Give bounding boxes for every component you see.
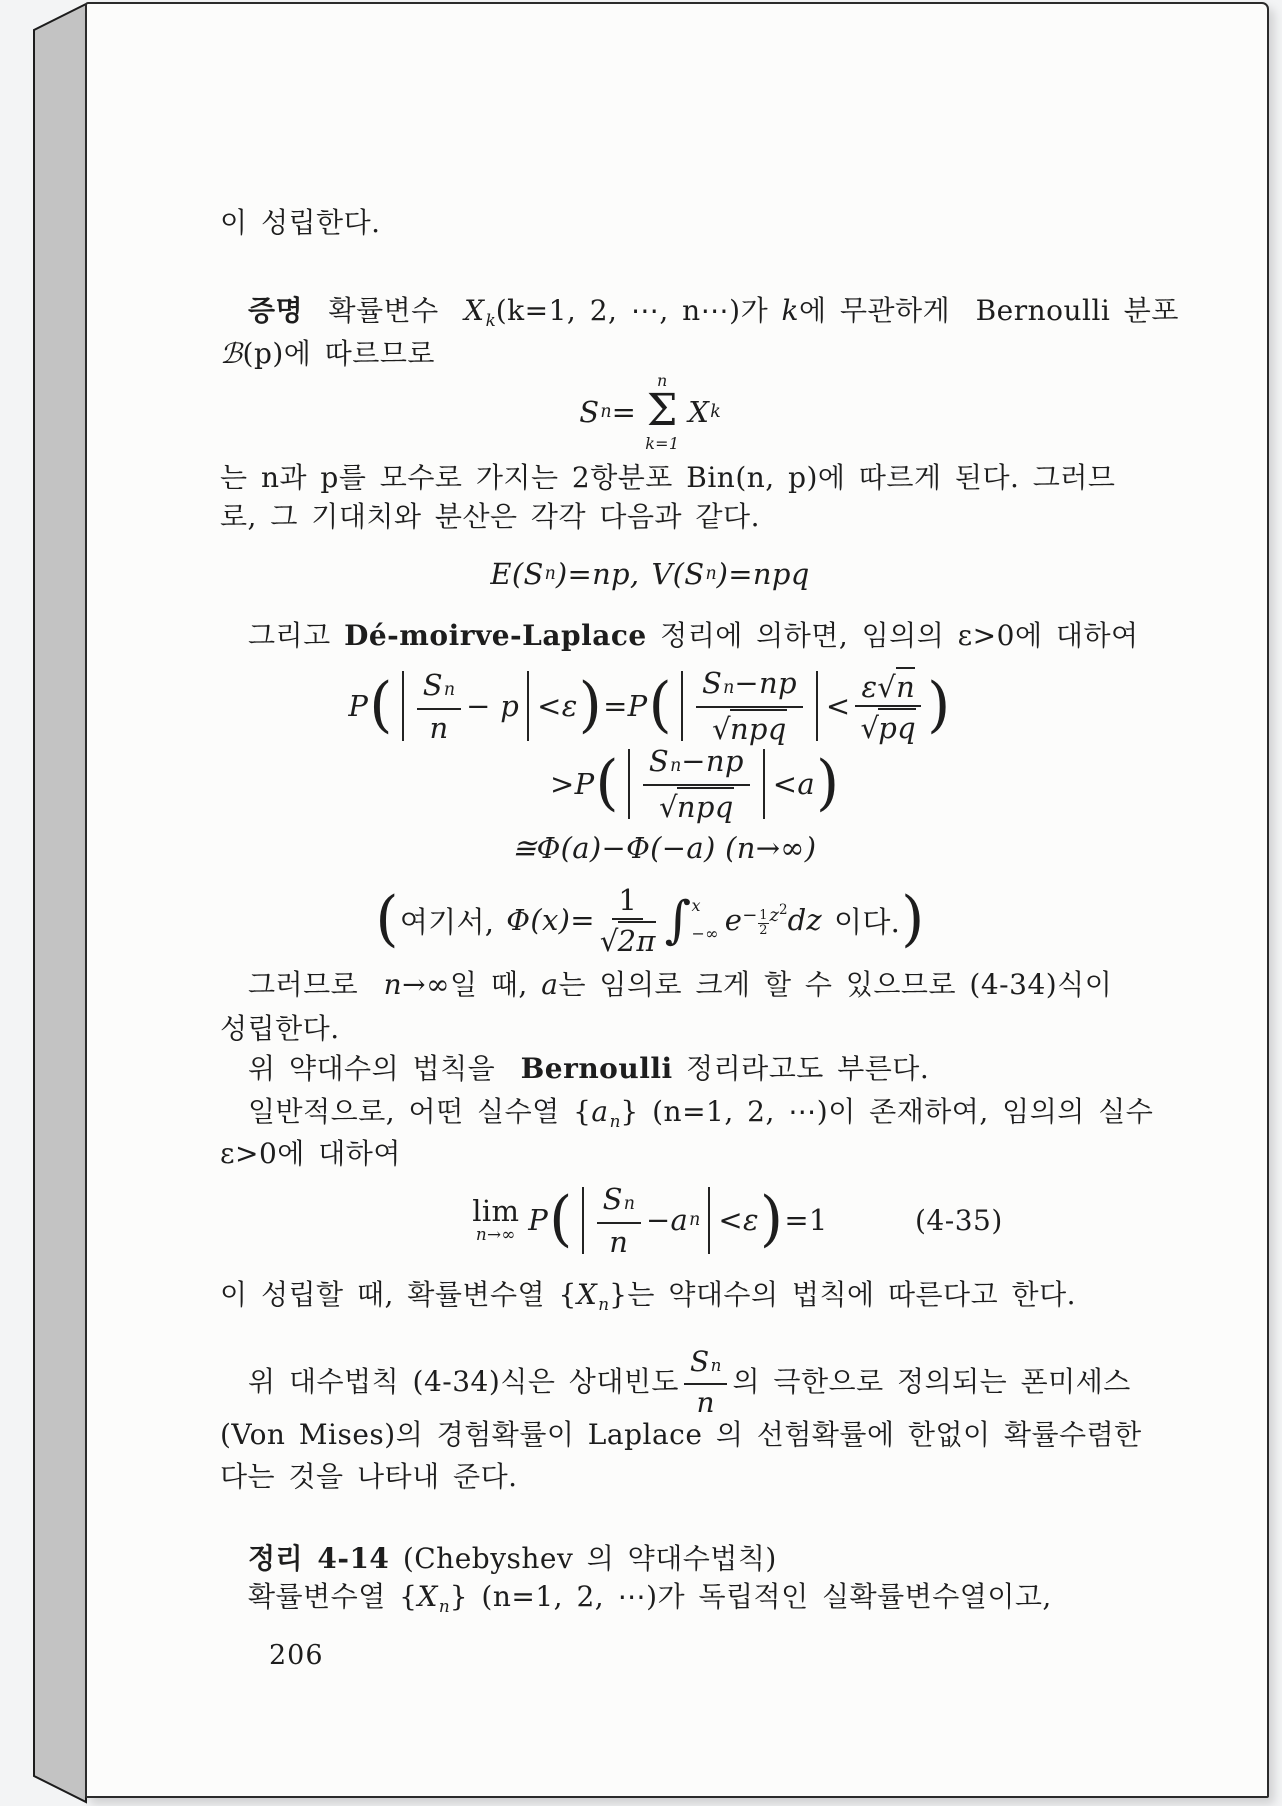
math-sub: n bbox=[544, 564, 556, 584]
fraction bbox=[597, 1182, 641, 1259]
text-run: 는 n과 p를 모수로 가지는 2항분포 Bin(n, p)에 따르게 된다. 그러므 bbox=[220, 461, 1116, 494]
radicand: npq bbox=[677, 787, 734, 824]
paragraph-vonmises-line3 bbox=[220, 1458, 518, 1496]
abs-bar bbox=[582, 1187, 584, 1254]
math-sub: n bbox=[598, 1293, 610, 1314]
text-run: 성립한다. bbox=[220, 1012, 340, 1045]
paragraph-vonmises-line2 bbox=[220, 1416, 1142, 1454]
frac-numerator: 1 bbox=[612, 883, 643, 920]
abs-bar bbox=[763, 749, 765, 819]
math-sub: n bbox=[710, 1354, 722, 1375]
paragraph-holds bbox=[220, 204, 381, 242]
math-sub: n bbox=[443, 679, 456, 700]
sum-upper-limit: n bbox=[656, 370, 668, 390]
frac-denominator: 2 bbox=[759, 923, 768, 939]
text-run: 확률변수열 { bbox=[248, 1580, 418, 1613]
theorem-4-14-body bbox=[248, 1578, 1052, 1625]
equation-demoivre-line1 bbox=[220, 666, 1080, 746]
less-than-sign: < bbox=[825, 689, 851, 723]
equation-tag: (4-35) bbox=[915, 1203, 1003, 1237]
math-run: −a bbox=[645, 1203, 689, 1237]
equals-sign: = bbox=[611, 395, 637, 429]
math-var: P bbox=[348, 689, 369, 723]
equation-mean-variance bbox=[220, 552, 1080, 596]
math-var: a bbox=[591, 1095, 609, 1128]
math-row: P ( S n n − p <ε ) =P ( S n −np √ npq < ε√ n √ pq ) bbox=[348, 666, 951, 746]
page-stack-edge bbox=[34, 4, 86, 1802]
math-row bbox=[579, 372, 721, 453]
math-sub: n bbox=[670, 756, 682, 776]
math-sup: 2 bbox=[778, 902, 788, 919]
math-sub: n bbox=[623, 1193, 635, 1214]
proof-paragraph-line2 bbox=[220, 335, 435, 373]
abs-bar bbox=[402, 671, 404, 741]
math-sub: n bbox=[609, 1110, 621, 1131]
frac-numerator: S bbox=[422, 667, 443, 702]
text-run: 정리라고도 부른다. bbox=[686, 1052, 930, 1085]
radicand: npq bbox=[730, 709, 787, 746]
integral-symbol: ∫ bbox=[664, 889, 692, 949]
fraction bbox=[600, 883, 656, 958]
text-run: (Von Mises)의 경험확률이 Laplace 의 선험확률에 한없이 확률수렴한 bbox=[220, 1418, 1142, 1451]
radicand: pq bbox=[878, 708, 916, 745]
sum-lower-limit: k=1 bbox=[645, 433, 680, 453]
abs-bar bbox=[527, 671, 529, 741]
equation-demoivre-line3 bbox=[220, 826, 1282, 870]
tiny-fraction bbox=[758, 909, 768, 937]
frac-numerator: S bbox=[602, 1181, 623, 1216]
theorem-subtitle: (Chebyshev 의 약대수법칙) bbox=[402, 1542, 777, 1575]
abs-bar bbox=[816, 671, 818, 741]
math-run: dz bbox=[787, 903, 823, 937]
math-sub: n bbox=[600, 402, 612, 422]
frac-numerator: S bbox=[702, 666, 723, 700]
integral-upper-limit: x bbox=[691, 895, 701, 915]
exponent bbox=[742, 902, 787, 937]
radicand: n bbox=[896, 667, 915, 704]
radicand: 2π bbox=[618, 921, 656, 958]
paragraph-therefore-line2 bbox=[220, 1010, 340, 1048]
proof-label: 증명 bbox=[248, 294, 304, 327]
text-run: Bernoulli 분포 bbox=[975, 294, 1179, 327]
text-run: 로, 그 기대치와 분산은 각각 다음과 같다. bbox=[220, 500, 760, 533]
math-run: − p bbox=[466, 689, 520, 723]
frac-denominator: n bbox=[609, 1224, 629, 1259]
fraction bbox=[643, 744, 750, 824]
radical: √ bbox=[712, 712, 731, 746]
math-var: S bbox=[579, 395, 600, 429]
abs-bar bbox=[628, 749, 630, 819]
text-run: } (n=1, 2, ⋯)가 독립적인 실확률변수열이고, bbox=[449, 1580, 1052, 1613]
math-sub: k bbox=[710, 402, 721, 422]
equation-demoivre-line2 bbox=[220, 744, 1282, 824]
math-row: >P ( S n −np √ npq <a ) bbox=[550, 744, 840, 824]
frac-numerator: 1 bbox=[759, 908, 768, 924]
paragraph-general-line2 bbox=[220, 1135, 401, 1173]
lim-subscript: n→∞ bbox=[475, 1224, 516, 1245]
math-row bbox=[490, 557, 809, 591]
math-var: a bbox=[541, 968, 559, 1001]
math-run: =P bbox=[603, 689, 648, 723]
frac-numerator: S bbox=[648, 744, 670, 778]
math-run: Φ(x)= bbox=[506, 903, 595, 937]
math-run: >P bbox=[550, 767, 595, 801]
text-run: 의 극한으로 정의되는 폰미세스 bbox=[732, 1365, 1131, 1398]
text-run: 다는 것을 나타내 준다. bbox=[220, 1460, 518, 1493]
math-run: ≅Φ(a)−Φ(−a) (n→∞) bbox=[512, 831, 817, 865]
text-run: (k=1, 2, ⋯, n⋯)가 bbox=[495, 294, 769, 327]
lim-word: lim bbox=[472, 1193, 520, 1228]
abs-bar bbox=[681, 671, 683, 741]
radical: √ bbox=[659, 790, 678, 824]
integral-lower-limit: −∞ bbox=[691, 924, 719, 943]
math-sub: n bbox=[438, 1595, 450, 1616]
math-run: <ε bbox=[537, 689, 578, 723]
book-page bbox=[85, 2, 1269, 1798]
page-number: 206 bbox=[269, 1640, 324, 1671]
math-var: e bbox=[724, 903, 743, 937]
fraction bbox=[417, 668, 461, 745]
math-run: <ε bbox=[718, 1203, 759, 1237]
fraction bbox=[684, 1345, 728, 1420]
proof-paragraph-line1 bbox=[248, 292, 1179, 339]
paragraph-vonmises-line1 bbox=[248, 1344, 1131, 1419]
text-run: 정리에 의하면, 임의의 ε>0에 대하여 bbox=[660, 619, 1139, 652]
equation-phi-note bbox=[220, 884, 1080, 956]
frac-numerator: S bbox=[689, 1344, 710, 1378]
math-var: P bbox=[528, 1203, 549, 1237]
text-run: 위 약대수의 법칙을 bbox=[248, 1052, 496, 1085]
math-var: X bbox=[688, 395, 710, 429]
frac-denominator: n bbox=[696, 1385, 715, 1419]
math-run: =1 bbox=[784, 1203, 828, 1237]
equation-sn-sum bbox=[220, 370, 1080, 453]
math-run: <a bbox=[772, 767, 815, 801]
minus-sign: − bbox=[742, 905, 758, 927]
paragraph-demoivre-intro bbox=[248, 617, 1139, 655]
text-run: } (n=1, 2, ⋯)이 존재하여, 임의의 실수 bbox=[620, 1095, 1154, 1128]
math-var: X bbox=[417, 1580, 438, 1613]
text-run: 에 무관하게 bbox=[799, 294, 951, 327]
math-run: V(S bbox=[651, 557, 705, 591]
math-run: )=npq bbox=[716, 557, 810, 591]
theorem-4-14-title bbox=[248, 1540, 777, 1578]
math-run: E(S bbox=[490, 557, 544, 591]
paragraph-binomial-line2 bbox=[220, 498, 760, 536]
text-run: 이다. bbox=[834, 904, 901, 939]
math-sub: n bbox=[689, 1210, 701, 1230]
limit-operator bbox=[472, 1193, 520, 1245]
fraction bbox=[855, 667, 921, 745]
text-run: 일 때, bbox=[449, 968, 528, 1001]
math-run: −np bbox=[681, 744, 744, 778]
math-sub: n bbox=[705, 564, 717, 584]
text-run: 이 성립할 때, 확률변수열 { bbox=[220, 1278, 577, 1311]
sigma-symbol: Σ bbox=[646, 386, 678, 437]
text-run: (p)에 따르므로 bbox=[242, 337, 435, 370]
abs-bar bbox=[708, 1187, 710, 1254]
text-run: 그러므로 bbox=[248, 968, 359, 1001]
equation-limit-4-35 bbox=[220, 1181, 1080, 1259]
math-row: lim n→∞ P ( S n n −a n <ε ) =1 bbox=[472, 1181, 828, 1259]
math-row: ( 여기서, Φ(x)= 1 √ 2π ∫ x −∞ e − $\frac{1}{2}$ $z^2$ dz 이다. ) bbox=[375, 882, 925, 958]
script-b-symbol: ℬ bbox=[220, 337, 243, 370]
math-var: X bbox=[464, 294, 485, 327]
frac-numerator: ε√ bbox=[861, 670, 897, 704]
text-run: ε>0에 대하여 bbox=[220, 1137, 401, 1170]
theorem-label: 정리 4-14 bbox=[248, 1542, 390, 1575]
text-run: 여기서, bbox=[399, 904, 495, 939]
math-sub: n bbox=[723, 678, 735, 698]
math-run: n→∞ bbox=[383, 968, 450, 1001]
integral-limits bbox=[691, 895, 719, 943]
paragraph-wlln-statement bbox=[220, 1276, 1076, 1323]
math-sub: k bbox=[485, 309, 496, 330]
radical: √ bbox=[599, 923, 619, 958]
math-var: z bbox=[769, 905, 779, 927]
text-run: 위 대수법칙 (4-34)식은 상대빈도 bbox=[248, 1365, 679, 1398]
math-run: )=np, bbox=[555, 557, 640, 591]
text-run: 확률변수 bbox=[328, 294, 439, 327]
math-run: −np bbox=[734, 666, 797, 700]
radical: √ bbox=[860, 711, 880, 745]
summation-operator bbox=[645, 372, 679, 453]
text-run: 일반적으로, 어떤 실수열 { bbox=[248, 1095, 592, 1128]
text-run: 는 임의로 크게 할 수 있으므로 (4-34)식이 bbox=[558, 968, 1113, 1001]
paragraph-bernoulli-remark bbox=[248, 1050, 929, 1088]
paragraph-general-line1 bbox=[248, 1093, 1153, 1140]
text-run: }는 약대수의 법칙에 따른다고 한다. bbox=[609, 1278, 1077, 1311]
math-var: k bbox=[781, 294, 799, 327]
text-run: 이 성립한다. bbox=[220, 206, 381, 239]
paragraph-binomial-line1 bbox=[220, 459, 1115, 497]
math-var: X bbox=[576, 1278, 598, 1311]
paragraph-therefore-line1 bbox=[248, 966, 1112, 1004]
fraction bbox=[696, 666, 803, 746]
theorem-name: Bernoulli bbox=[520, 1052, 673, 1085]
frac-denominator: n bbox=[429, 710, 449, 745]
text-run: 그리고 bbox=[248, 619, 331, 652]
theorem-name: Dé-moirve-Laplace bbox=[344, 619, 647, 652]
